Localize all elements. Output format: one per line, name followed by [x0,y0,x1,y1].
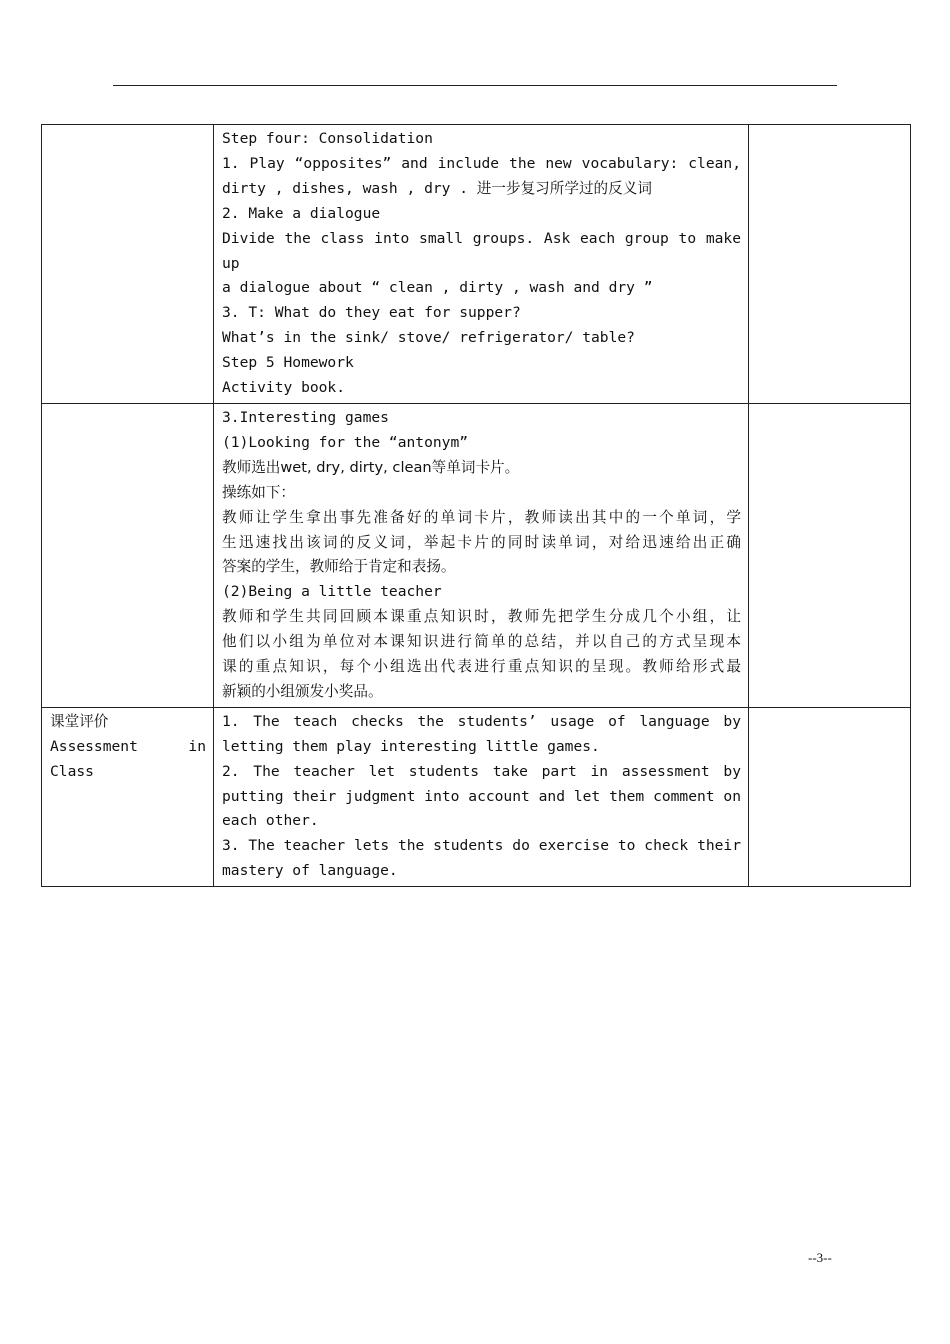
text-line: 3. T: What do they eat for supper? [222,304,521,322]
text-line: 3. The teacher lets the students do exercise to check their [222,837,741,855]
label-line: Class [50,762,94,780]
text-line: each other. [222,812,319,830]
notes-cell [749,403,911,707]
text-line: 2. The teacher let students take part in assessment by [222,762,741,780]
text-line: 课的重点知识，每个小组选出代表进行重点知识的呈现。教师给形式最 [222,658,741,676]
text-line: letting them play interesting little games. [222,737,600,755]
text-line: Activity book. [222,379,346,397]
text-line: 教师和学生共同回顾本课重点知识时，教师先把学生分成几个小组，让 [222,608,741,626]
row-label-cell [42,125,214,404]
text-line: 答案的学生，教师给于肯定和表扬。 [222,558,456,576]
text-line: 教师选出wet, dry, dirty, clean等单词卡片。 [222,458,520,476]
table-row-consolidation [42,125,911,404]
notes-cell [749,125,911,404]
page-number: --3-- [808,1250,832,1265]
text-line: 他们以小组为单位对本课知识进行简单的总结，并以自己的方式呈现本 [222,633,741,651]
text-line: 生迅速找出该词的反义词，举起卡片的同时读单词，对给迅速给出正确 [222,533,741,551]
text-line: (2)Being a little teacher [222,583,442,601]
text-line: What’s in the sink/ stove/ refrigerator/ table? [222,329,635,347]
text-line: (1)Looking for the “antonym” [222,433,469,451]
header-rule [113,85,837,86]
text-line: dirty , dishes, wash , dry . 进一步复习所学过的反义词 [222,179,652,197]
text-line: Step 5 Homework [222,354,354,372]
text-line: 2. Make a dialogue [222,204,381,222]
table-row-assessment [42,707,911,886]
table-row-interesting-games [42,403,911,707]
text-line: Divide the class into small groups. Ask each group to make up [222,229,741,272]
text-line: 教师让学生拿出事先准备好的单词卡片，教师读出其中的一个单词，学 [222,508,741,526]
text-line: putting their judgment into account and let them comment on [222,787,741,805]
lesson-plan-table [41,124,911,887]
text-line: 1. Play “opposites” and include the new vocabulary: clean, [222,154,741,172]
text-line: 新颖的小组颁发小奖品。 [222,682,383,700]
label-line: 课堂评价 [50,712,109,730]
label-line: Assessment in [50,737,206,755]
row-content-cell [214,403,749,707]
text-line: 操练如下： [222,483,295,501]
text-line: a dialogue about “ clean , dirty , wash and dry ” [222,279,653,297]
row-label-cell [42,707,214,886]
text-line: Step four: Consolidation [222,130,433,147]
text-line: 1. The teach checks the students’ usage of language by [222,712,741,730]
row-label-cell [42,403,214,707]
notes-cell [749,707,911,886]
row-content-cell [214,707,749,886]
row-content-cell [214,125,749,404]
text-line: mastery of language. [222,862,398,880]
text-line: 3.Interesting games [222,408,389,426]
